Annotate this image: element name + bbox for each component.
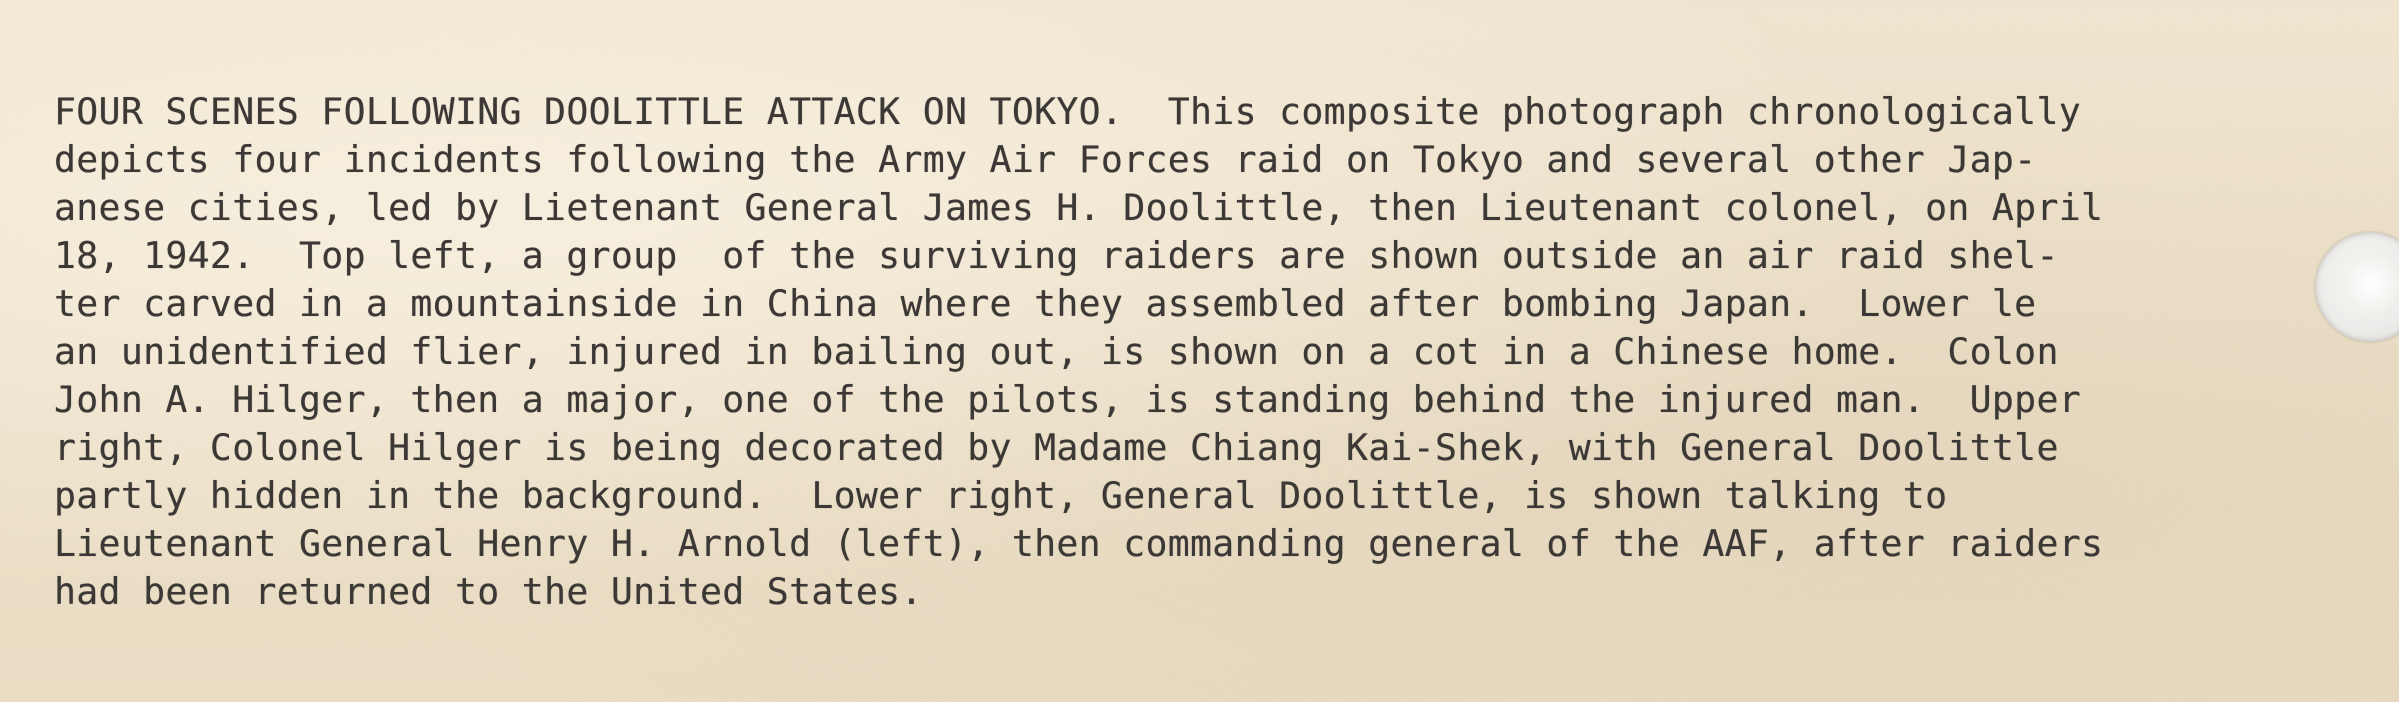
- caption-line-10: Lieutenant General Henry H. Arnold (left), then commanding general of the AAF, after raiders: [54, 522, 2104, 565]
- caption-line-3: anese cities, led by Lietenant General James H. Doolittle, then Lieutenant colonel, on April: [54, 186, 2104, 229]
- caption-line-5: ter carved in a mountainside in China where they assembled after bombing Japan. Lower le: [54, 282, 2037, 325]
- caption-line-6: an unidentified flier, injured in bailing out, is shown on a cot in a Chinese home. Colon: [54, 330, 2059, 373]
- caption-line-2: depicts four incidents following the Army Air Forces raid on Tokyo and several other Jap-: [54, 138, 2037, 181]
- caption-line-8: right, Colonel Hilger is being decorated by Madame Chiang Kai-Shek, with General Doolittle: [54, 426, 2059, 469]
- caption-line-9: partly hidden in the background. Lower right, General Doolittle, is shown talking to: [54, 474, 1948, 517]
- caption-line-1: FOUR SCENES FOLLOWING DOOLITTLE ATTACK ON TOKYO. This composite photograph chronologically: [54, 90, 2082, 133]
- caption-line-7: John A. Hilger, then a major, one of the pilots, is standing behind the injured man. Upper: [54, 378, 2082, 421]
- caption-line-11: had been returned to the United States.: [54, 570, 923, 613]
- caption-text: [54, 88, 2384, 616]
- caption-line-4: 18, 1942. Top left, a group of the surviving raiders are shown outside an air raid shel-: [54, 234, 2059, 277]
